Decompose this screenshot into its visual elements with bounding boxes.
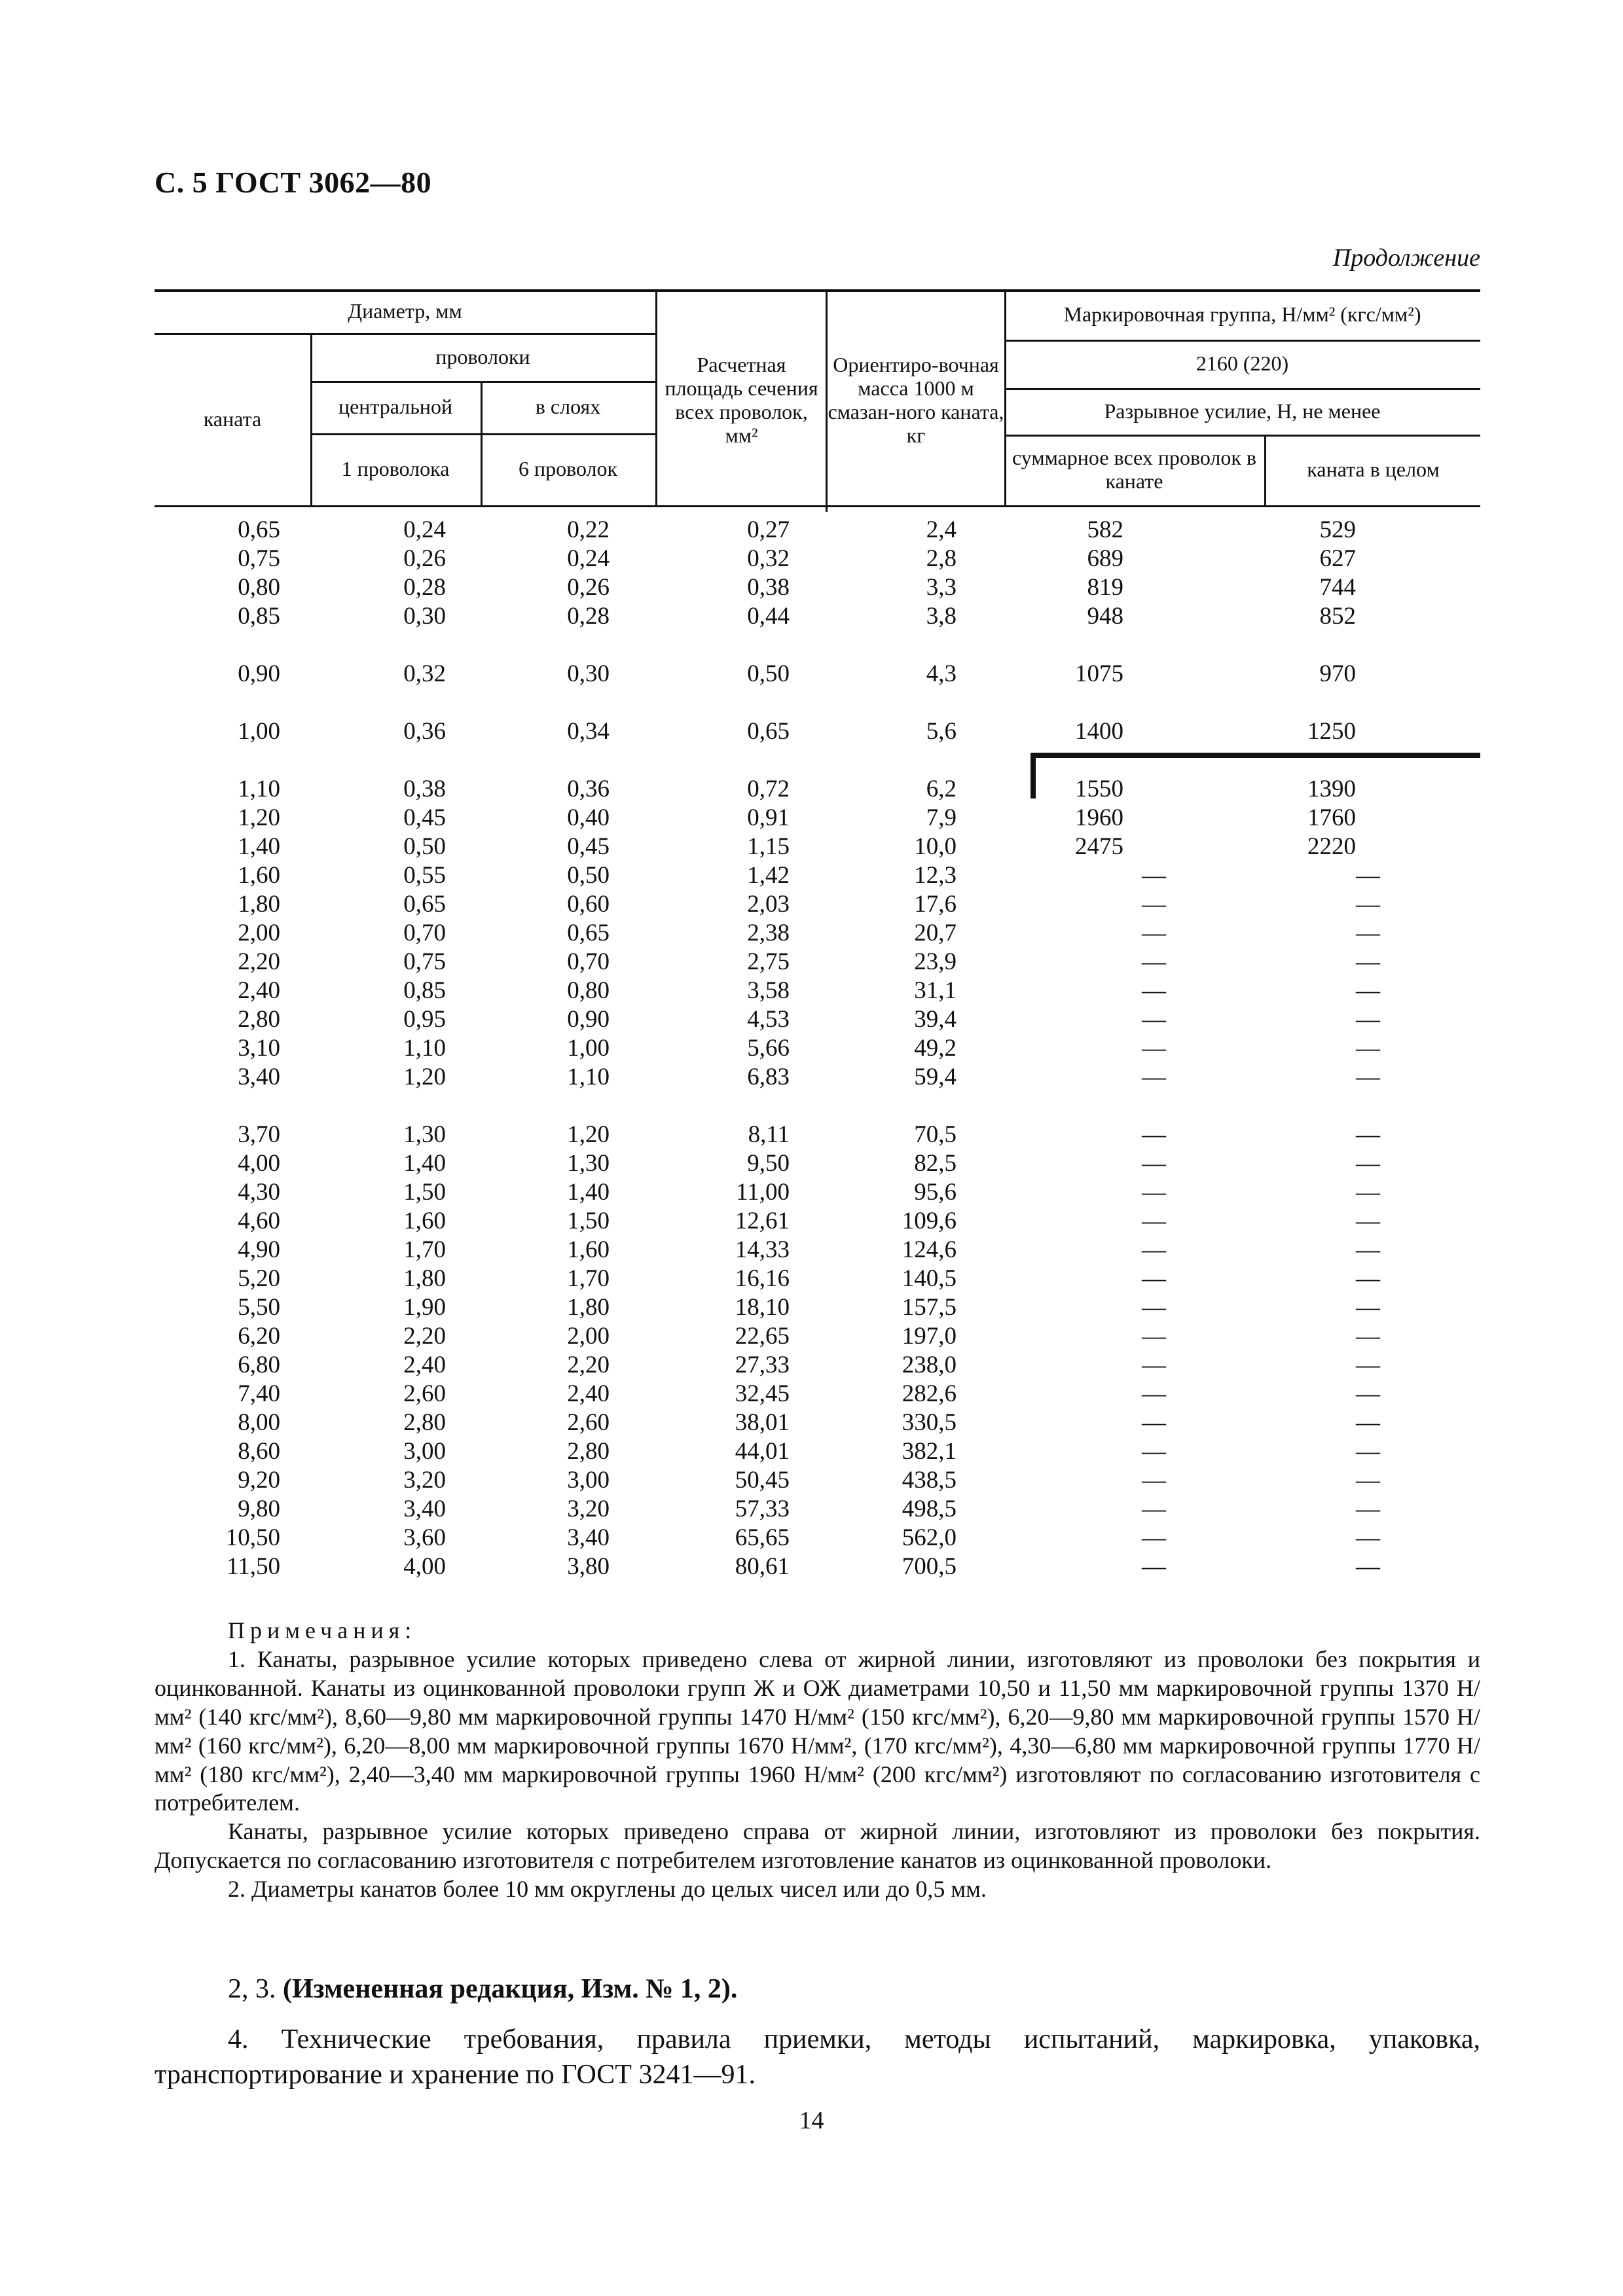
table-cell: 10,50 [225, 1524, 280, 1551]
table-cell: 9,20 [238, 1467, 280, 1494]
table-cell: 3,8 [926, 603, 957, 630]
table-cell: 22,65 [735, 1323, 790, 1350]
table-cell: 5,66 [747, 1035, 790, 1062]
note-1: 1. Канаты, разрывное усилие которых приведено слева от жирной линии, изготовляют из проволоки без покрытия и оцинкованной. Канаты из оцинкованной проволоки групп Ж и ОЖ диаметрами 10,50 и 11,50 мм маркировочной группы 1370 Н/мм² (140 кгс/мм²), 8,60—9,80 мм маркировочной группы 1470 Н/мм² (150 кгс/мм²), 6,20—9,80 мм маркировочной группы 1570 Н/мм² (160 кгс/мм²), 6,20—8,00 мм маркировочной группы 1670 Н/мм², (170 кгс/мм²), 4,30—6,80 мм маркировочной группы 1770 Н/мм² (180 кгс/мм²), 2,40—3,40 мм маркировочной группы 1960 Н/мм² (200 кгс/мм²) изготовляют по согласованию изготовителя с потребителем. [155, 1645, 1480, 1816]
table-cell: 0,55 [403, 862, 446, 889]
table-cell: — [1356, 1150, 1380, 1177]
table-row [155, 717, 1480, 746]
table-cell: 1,15 [747, 833, 790, 860]
table-cell: — [1356, 1006, 1380, 1033]
table-cell: — [1356, 977, 1380, 1004]
table-cell: 1,20 [403, 1064, 446, 1090]
table-cell: 44,01 [735, 1438, 790, 1465]
table-cell: 2,00 [238, 920, 280, 946]
table-row [155, 516, 1480, 545]
table-row [155, 804, 1480, 833]
table-cell: — [1142, 1409, 1166, 1436]
amendment-line [228, 1973, 737, 2005]
table-cell: 0,26 [403, 545, 446, 572]
table-cell: — [1356, 1438, 1380, 1465]
table-cell: — [1142, 1380, 1166, 1407]
table-cell: 819 [1087, 574, 1123, 601]
table-cell: 1,60 [567, 1236, 610, 1263]
header-six-wires: 6 проволок [518, 457, 618, 481]
table-cell: 238,0 [902, 1352, 957, 1378]
table-cell: 12,61 [735, 1208, 790, 1234]
table-row [155, 1207, 1480, 1236]
table-cell: 1,80 [567, 1294, 610, 1321]
table-cell: 82,5 [914, 1150, 957, 1177]
clause-4: 4. Технические требования, правила приемки, методы испытаний, маркировка, упаковка, транспортирование и хранение по ГОСТ 3241—91. [155, 2024, 1480, 2090]
table-cell: 1,90 [403, 1294, 446, 1321]
table-cell: 529 [1319, 516, 1356, 543]
table-cell: 27,33 [735, 1352, 790, 1378]
table-cell: 3,20 [403, 1467, 446, 1494]
table-cell: 3,00 [403, 1438, 446, 1465]
table-cell: 0,22 [567, 516, 610, 543]
table-cell: 5,6 [926, 718, 957, 745]
table-cell: 2,4 [926, 516, 957, 543]
table-cell: 1,00 [238, 718, 280, 745]
table-cell: 2,60 [403, 1380, 446, 1407]
table-cell: 3,80 [567, 1553, 610, 1580]
table-cell: 57,33 [735, 1496, 790, 1522]
continuation-label: Продолжение [1332, 244, 1480, 272]
table-cell: 2475 [1075, 833, 1123, 860]
table-cell: 382,1 [902, 1438, 957, 1465]
table-cell: 1760 [1307, 804, 1356, 831]
table-row [155, 602, 1480, 631]
table-cell: 5,20 [238, 1265, 280, 1292]
page-number: 14 [799, 2107, 824, 2134]
table-cell: 700,5 [902, 1553, 957, 1580]
table-cell: — [1356, 1524, 1380, 1551]
table-cell: 0,32 [403, 660, 446, 687]
table-cell: 1,40 [238, 833, 280, 860]
table-cell: 1250 [1307, 718, 1356, 745]
table-cell: 2,80 [238, 1006, 280, 1033]
table-cell: 70,5 [914, 1121, 957, 1148]
table-cell: 0,90 [567, 1006, 610, 1033]
table-cell: 1,42 [747, 862, 790, 889]
table-cell: 0,80 [567, 977, 610, 1004]
table-cell: 0,45 [403, 804, 446, 831]
header-bottom-rule [155, 505, 1480, 507]
table-cell: 0,30 [403, 603, 446, 630]
table-cell: 3,60 [403, 1524, 446, 1551]
table-row [155, 1466, 1480, 1495]
header-sum-all: суммарное всех проволок в канате [1012, 446, 1257, 493]
table-cell: 3,70 [238, 1121, 280, 1148]
table-cell: 0,40 [567, 804, 610, 831]
header-grade-group: Маркировочная группа, Н/мм² (кгс/мм²) [1063, 302, 1421, 326]
table-cell: 3,00 [567, 1467, 610, 1494]
table-row [155, 1005, 1480, 1034]
table-cell: 0,32 [747, 545, 790, 572]
table-cell: 6,83 [747, 1064, 790, 1090]
table-cell: 1,80 [403, 1265, 446, 1292]
table-cell: 4,00 [238, 1150, 280, 1177]
table-row [155, 919, 1480, 948]
table-cell: 1,10 [567, 1064, 610, 1090]
table-cell: 1,50 [567, 1208, 610, 1234]
table-cell: 2,00 [567, 1323, 610, 1350]
table-cell: 10,0 [914, 833, 957, 860]
table-cell: 2,80 [567, 1438, 610, 1465]
table-cell: 4,53 [747, 1006, 790, 1033]
table-row [155, 833, 1480, 861]
table-cell: — [1142, 1208, 1166, 1234]
table-cell: 689 [1087, 545, 1123, 572]
table-cell: 1,80 [238, 891, 280, 918]
table-cell: — [1142, 1265, 1166, 1292]
table-cell: — [1142, 1352, 1166, 1378]
table-cell: 0,60 [567, 891, 610, 918]
table-cell: 0,38 [747, 574, 790, 601]
page-header: С. 5 ГОСТ 3062—80 [155, 166, 432, 199]
table-cell: 23,9 [914, 948, 957, 975]
table-cell: 9,50 [747, 1150, 790, 1177]
table-cell: 744 [1319, 574, 1356, 601]
table-cell: 0,27 [747, 516, 790, 543]
table-cell: — [1356, 1265, 1380, 1292]
table-cell: — [1142, 977, 1166, 1004]
table-cell: — [1356, 1294, 1380, 1321]
table-cell: 2,75 [747, 948, 790, 975]
table-cell: — [1356, 948, 1380, 975]
table-cell: 49,2 [914, 1035, 957, 1062]
table-cell: 0,65 [238, 516, 280, 543]
table-cell: 80,61 [735, 1553, 790, 1580]
note-1b: Канаты, разрывное усилие которых приведено справа от жирной линии, изготовляют из проволоки без покрытия. Допускается по согласованию изготовителя с потребителем изготовление канатов из оцинкованной проволоки. [155, 1818, 1480, 1874]
table-row [155, 1121, 1480, 1149]
table-cell: 17,6 [914, 891, 957, 918]
table-cell: 39,4 [914, 1006, 957, 1033]
table-cell: 1,50 [403, 1179, 446, 1206]
header-grade-value: 2160 (220) [1195, 351, 1289, 376]
header-one-wire: 1 проволока [341, 457, 450, 481]
table-cell: 3,10 [238, 1035, 280, 1062]
table-cell: — [1142, 1236, 1166, 1263]
table-cell: 50,45 [735, 1467, 790, 1494]
table-cell: — [1356, 1323, 1380, 1350]
table-cell: 7,40 [238, 1380, 280, 1407]
table-cell: 4,90 [238, 1236, 280, 1263]
table-cell: 8,60 [238, 1438, 280, 1465]
table-cell: 3,58 [747, 977, 790, 1004]
table-cell: 2,80 [403, 1409, 446, 1436]
table-row [155, 1524, 1480, 1552]
table-cell: 0,36 [403, 718, 446, 745]
table-row [155, 775, 1480, 804]
table-row [155, 1034, 1480, 1063]
header-diameter: Диаметр, мм [348, 298, 462, 323]
table-cell: 0,30 [567, 660, 610, 687]
table-cell: 582 [1087, 516, 1123, 543]
header-mass: Ориентиро-вочная масса 1000 м смазан-ного каната, кг [828, 353, 1004, 447]
table-row [155, 861, 1480, 890]
table-cell: 0,85 [403, 977, 446, 1004]
table-cell: — [1356, 1179, 1380, 1206]
header-breaking-force: Разрывное усилие, Н, не менее [1104, 399, 1381, 423]
table-cell: 140,5 [902, 1265, 957, 1292]
table-cell: — [1142, 1179, 1166, 1206]
table-cell: 8,11 [748, 1121, 790, 1148]
table-cell: — [1142, 1294, 1166, 1321]
table-cell: 109,6 [902, 1208, 957, 1234]
table-cell: 31,1 [914, 977, 957, 1004]
table-cell: 9,80 [238, 1496, 280, 1522]
table-cell: — [1142, 1006, 1166, 1033]
table-cell: 0,70 [403, 920, 446, 946]
table-row [155, 1178, 1480, 1207]
table-row [155, 1265, 1480, 1293]
table-cell: 2,60 [567, 1409, 610, 1436]
table-cell: 32,45 [735, 1380, 790, 1407]
table-cell: 4,3 [926, 660, 957, 687]
table-row [155, 660, 1480, 689]
table-cell: — [1356, 1352, 1380, 1378]
header-layers: в слоях [535, 395, 601, 419]
table-cell: — [1356, 1208, 1380, 1234]
table-cell: 0,72 [747, 776, 790, 802]
table-cell: 0,28 [403, 574, 446, 601]
table-cell: — [1356, 1121, 1380, 1148]
table-cell: 2,03 [747, 891, 790, 918]
table-cell: 0,85 [238, 603, 280, 630]
table-cell: 0,95 [403, 1006, 446, 1033]
table-cell: 282,6 [902, 1380, 957, 1407]
table-cell: 4,00 [403, 1553, 446, 1580]
table-cell: 0,65 [567, 920, 610, 946]
table-cell: — [1142, 1467, 1166, 1494]
table-cell: 65,65 [735, 1524, 790, 1551]
table-cell: 0,50 [747, 660, 790, 687]
table-cell: — [1142, 1323, 1166, 1350]
table-cell: 3,40 [238, 1064, 280, 1090]
table-cell: 1,10 [403, 1035, 446, 1062]
table-cell: 1075 [1075, 660, 1123, 687]
table-cell: 1,60 [238, 862, 280, 889]
table-cell: 2,20 [567, 1352, 610, 1378]
table-cell: 0,28 [567, 603, 610, 630]
table-cell: — [1356, 1035, 1380, 1062]
table-cell: 2,20 [238, 948, 280, 975]
table-cell: 124,6 [902, 1236, 957, 1263]
table-cell: 2,40 [238, 977, 280, 1004]
table-cell: 970 [1319, 660, 1356, 687]
table-cell: — [1142, 1064, 1166, 1090]
table-cell: 1,10 [238, 776, 280, 802]
table-cell: 38,01 [735, 1409, 790, 1436]
table-cell: 0,44 [747, 603, 790, 630]
table-cell: 0,34 [567, 718, 610, 745]
table-row [155, 1552, 1480, 1581]
table-row [155, 1408, 1480, 1437]
table-cell: 0,38 [403, 776, 446, 802]
table-cell: 18,10 [735, 1294, 790, 1321]
table-cell: — [1356, 1064, 1380, 1090]
table-cell: 948 [1087, 603, 1123, 630]
table-cell: 1,70 [567, 1265, 610, 1292]
table-row [155, 1149, 1480, 1178]
table-cell: — [1356, 920, 1380, 946]
note-2: 2. Диаметры канатов более 10 мм округлены до целых чисел или до 0,5 мм. [228, 1876, 987, 1903]
table-row [155, 948, 1480, 977]
table-cell: — [1142, 891, 1166, 918]
table-cell: — [1142, 1121, 1166, 1148]
table-cell: 0,50 [403, 833, 446, 860]
table-cell: — [1142, 948, 1166, 975]
table-cell: 0,36 [567, 776, 610, 802]
table-cell: — [1356, 891, 1380, 918]
table-cell: — [1356, 1553, 1380, 1580]
table-cell: 2,38 [747, 920, 790, 946]
amendment-prefix: 2, 3. [228, 1974, 283, 2004]
table-cell: 11,00 [736, 1179, 790, 1206]
table-cell: 0,26 [567, 574, 610, 601]
table-cell: 0,91 [747, 804, 790, 831]
table-cell: 5,50 [238, 1294, 280, 1321]
header-rope-whole: каната в целом [1307, 457, 1440, 482]
table-cell: 59,4 [914, 1064, 957, 1090]
table-cell: — [1142, 920, 1166, 946]
table-cell: — [1356, 862, 1380, 889]
table-cell: 0,90 [238, 660, 280, 687]
table-cell: 1,70 [403, 1236, 446, 1263]
table-cell: — [1142, 1553, 1166, 1580]
table-cell: 8,00 [238, 1409, 280, 1436]
table-row [155, 1063, 1480, 1092]
table-cell: 3,40 [567, 1524, 610, 1551]
table-cell: 330,5 [902, 1409, 957, 1436]
table-cell: 2220 [1307, 833, 1356, 860]
table-cell: 0,75 [238, 545, 280, 572]
table-cell: 498,5 [902, 1496, 957, 1522]
table-cell: 3,20 [567, 1496, 610, 1522]
table-cell: 0,65 [403, 891, 446, 918]
table-cell: — [1142, 1035, 1166, 1062]
notes-block [155, 1617, 1480, 1904]
header-rope: каната [203, 406, 262, 431]
table-cell: — [1356, 1236, 1380, 1263]
notes-heading: Примечания: [228, 1617, 417, 1643]
table-cell: — [1142, 1524, 1166, 1551]
table-cell: — [1142, 1438, 1166, 1465]
table-row [155, 1437, 1480, 1466]
table-cell: 7,9 [926, 804, 957, 831]
table-cell: 1,40 [403, 1150, 446, 1177]
table-cell: 627 [1319, 545, 1356, 572]
table-cell: 1390 [1307, 776, 1356, 802]
table-cell: — [1142, 1496, 1166, 1522]
header-wires: проволоки [435, 344, 530, 368]
table-cell: 4,30 [238, 1179, 280, 1206]
table-row [155, 1495, 1480, 1524]
table-cell: 11,50 [227, 1553, 280, 1580]
table-cell: 16,16 [735, 1265, 790, 1292]
table-row [155, 1236, 1480, 1265]
table-cell: 2,20 [403, 1323, 446, 1350]
table-cell: 1,30 [567, 1150, 610, 1177]
table-cell: — [1142, 1150, 1166, 1177]
table-cell: 14,33 [735, 1236, 790, 1263]
table-cell: 438,5 [902, 1467, 957, 1494]
table-cell: 1,30 [403, 1121, 446, 1148]
table-row [155, 890, 1480, 919]
table-cell: 1550 [1075, 776, 1123, 802]
table-cell: 2,40 [567, 1380, 610, 1407]
table-row [155, 977, 1480, 1005]
table-cell: — [1356, 1380, 1380, 1407]
table-cell: 3,40 [403, 1496, 446, 1522]
table-cell: 1960 [1075, 804, 1123, 831]
table-cell: 0,50 [567, 862, 610, 889]
table-cell: 1,60 [403, 1208, 446, 1234]
table-cell: 6,20 [238, 1323, 280, 1350]
table-cell: 0,24 [567, 545, 610, 572]
table-cell: 1,40 [567, 1179, 610, 1206]
table-cell: 0,65 [747, 718, 790, 745]
table-cell: 852 [1319, 603, 1356, 630]
header-area: Расчетная площадь сечения всех проволок, мм² [665, 353, 818, 447]
table-cell: 95,6 [914, 1179, 957, 1206]
table-cell: — [1142, 862, 1166, 889]
table-cell: 1,20 [238, 804, 280, 831]
table-row [155, 573, 1480, 602]
table-cell: 3,3 [926, 574, 957, 601]
bold-boundary-horizontal [1030, 753, 1480, 758]
table-cell: 562,0 [902, 1524, 957, 1551]
table-cell: 0,45 [567, 833, 610, 860]
table-cell: 6,2 [926, 776, 957, 802]
amendment-bold: (Измененная редакция, Изм. № 1, 2). [283, 1974, 738, 2004]
table-cell: 0,80 [238, 574, 280, 601]
table-cell: 1,20 [567, 1121, 610, 1148]
table-cell: 0,70 [567, 948, 610, 975]
header-central: центральной [338, 395, 453, 419]
table-cell: 2,8 [926, 545, 957, 572]
table-cell: 20,7 [914, 920, 957, 946]
table-cell: 1400 [1075, 718, 1123, 745]
table-cell: 1,00 [567, 1035, 610, 1062]
table-cell: 4,60 [238, 1208, 280, 1234]
table-cell: 6,80 [238, 1352, 280, 1378]
table-cell: — [1356, 1496, 1380, 1522]
table-cell: 197,0 [902, 1323, 957, 1350]
table-row [155, 1351, 1480, 1380]
table-cell: 2,40 [403, 1352, 446, 1378]
table-row [155, 1293, 1480, 1322]
table-cell: 0,24 [403, 516, 446, 543]
table-cell: — [1356, 1467, 1380, 1494]
table-cell: 12,3 [914, 862, 957, 889]
table-row [155, 1380, 1480, 1408]
table-cell: 157,5 [902, 1294, 957, 1321]
table-row [155, 545, 1480, 573]
table-row [155, 1322, 1480, 1351]
table-cell: 0,75 [403, 948, 446, 975]
table-cell: — [1356, 1409, 1380, 1436]
